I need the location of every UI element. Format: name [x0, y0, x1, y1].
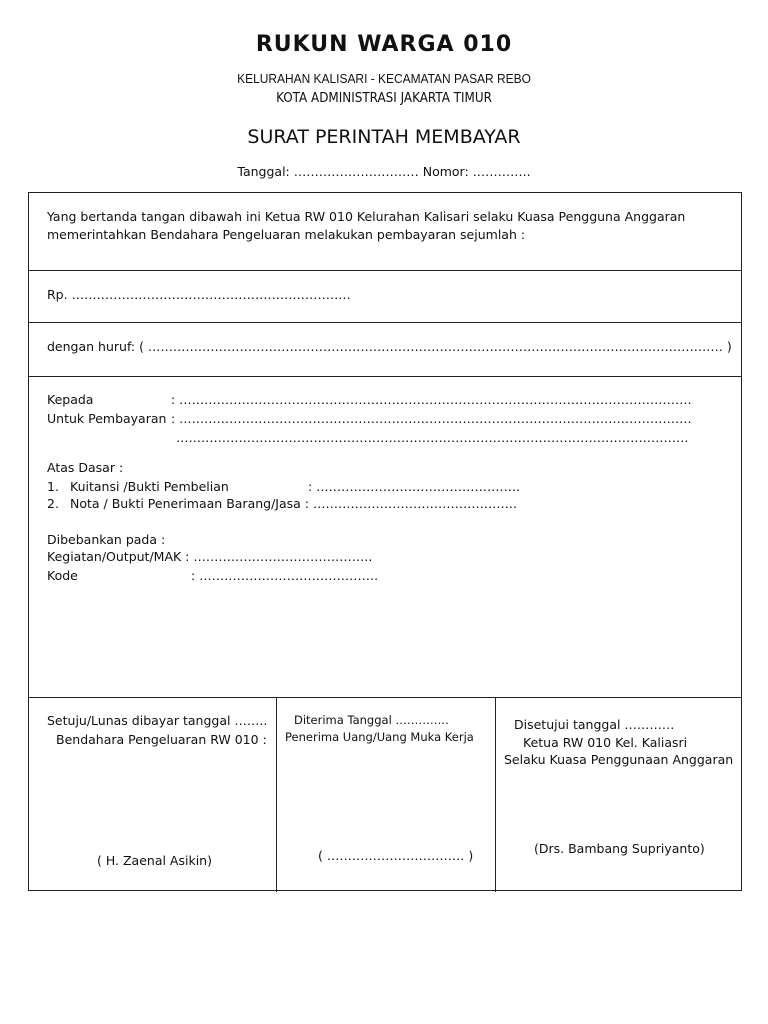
untuk-pembayaran-continuation: ……………………………………………………………………………………………………………: [176, 430, 689, 445]
kuitansi-value: : ………………………………………….: [308, 479, 521, 494]
dibebankan-label: Dibebankan pada :: [47, 532, 166, 547]
atas-dasar-label: Atas Dasar :: [47, 460, 124, 475]
kepada-value: : ……………………………………………………………………………………………………………: [171, 392, 692, 407]
amount-in-words-field: dengan huruf: ( ………………………………………………………………………………………………………………………… ): [47, 339, 732, 354]
row-divider: [29, 376, 741, 377]
bendahara-role: Bendahara Pengeluaran RW 010 :: [56, 732, 267, 747]
kuitansi-label: Kuitansi /Bukti Pembelian: [70, 479, 229, 494]
org-subtitle-kota: KOTA ADMINISTRASI JAKARTA TIMUR: [276, 91, 492, 106]
amount-field: Rp. ………………………………………………………….: [47, 287, 351, 302]
row-divider: [29, 697, 741, 698]
org-subtitle-kelurahan: KELURAHAN KALISARI - KECAMATAN PASAR REBO: [237, 71, 531, 86]
ketua-role: Ketua RW 010 Kel. Kaliasri: [523, 735, 688, 750]
list-number-1: 1.: [47, 479, 59, 494]
approval-date: Disetujui tanggal …………: [514, 717, 675, 732]
row-divider: [29, 322, 741, 323]
kepada-label: Kepada: [47, 392, 94, 407]
kode-label: Kode: [47, 568, 78, 583]
kode-value: : …………………………………….: [191, 568, 379, 583]
intro-line-1: Yang bertanda tangan dibawah ini Ketua RW 010 Kelurahan Kalisari selaku Kuasa Pengguna Anggaran: [47, 209, 686, 224]
column-divider: [276, 697, 277, 892]
untuk-pembayaran-value: : ……………………………………………………………………………………………………………: [171, 411, 692, 426]
nota-line: Nota / Bukti Penerimaan Barang/Jasa : ………………………………………….: [70, 496, 517, 511]
ketua-name: (Drs. Bambang Supriyanto): [534, 841, 705, 856]
receiver-role: Penerima Uang/Uang Muka Kerja: [285, 730, 474, 744]
form-table: [28, 192, 742, 891]
kuasa-role: Selaku Kuasa Penggunaan Anggaran: [504, 752, 734, 767]
date-number-line: Tanggal: ………………………… Nomor: …………..: [237, 164, 531, 179]
intro-line-2: memerintahkan Bendahara Pengeluaran melakukan pembayaran sejumlah :: [47, 227, 526, 242]
untuk-pembayaran-label: Untuk Pembayaran: [47, 411, 167, 426]
column-divider: [495, 697, 496, 892]
list-number-2: 2.: [47, 496, 59, 511]
bendahara-name: ( H. Zaenal Asikin): [97, 853, 212, 868]
kegiatan-line: Kegiatan/Output/MAK : …………………………………….: [47, 549, 373, 564]
bendahara-approval-date: Setuju/Lunas dibayar tanggal ……..: [47, 713, 268, 728]
row-divider: [29, 270, 741, 271]
receipt-date: Diterima Tanggal …………..: [294, 713, 449, 727]
org-title: RUKUN WARGA 010: [255, 32, 513, 57]
document-title: SURAT PERINTAH MEMBAYAR: [247, 126, 521, 148]
receiver-name: ( …………………………… ): [318, 848, 474, 863]
